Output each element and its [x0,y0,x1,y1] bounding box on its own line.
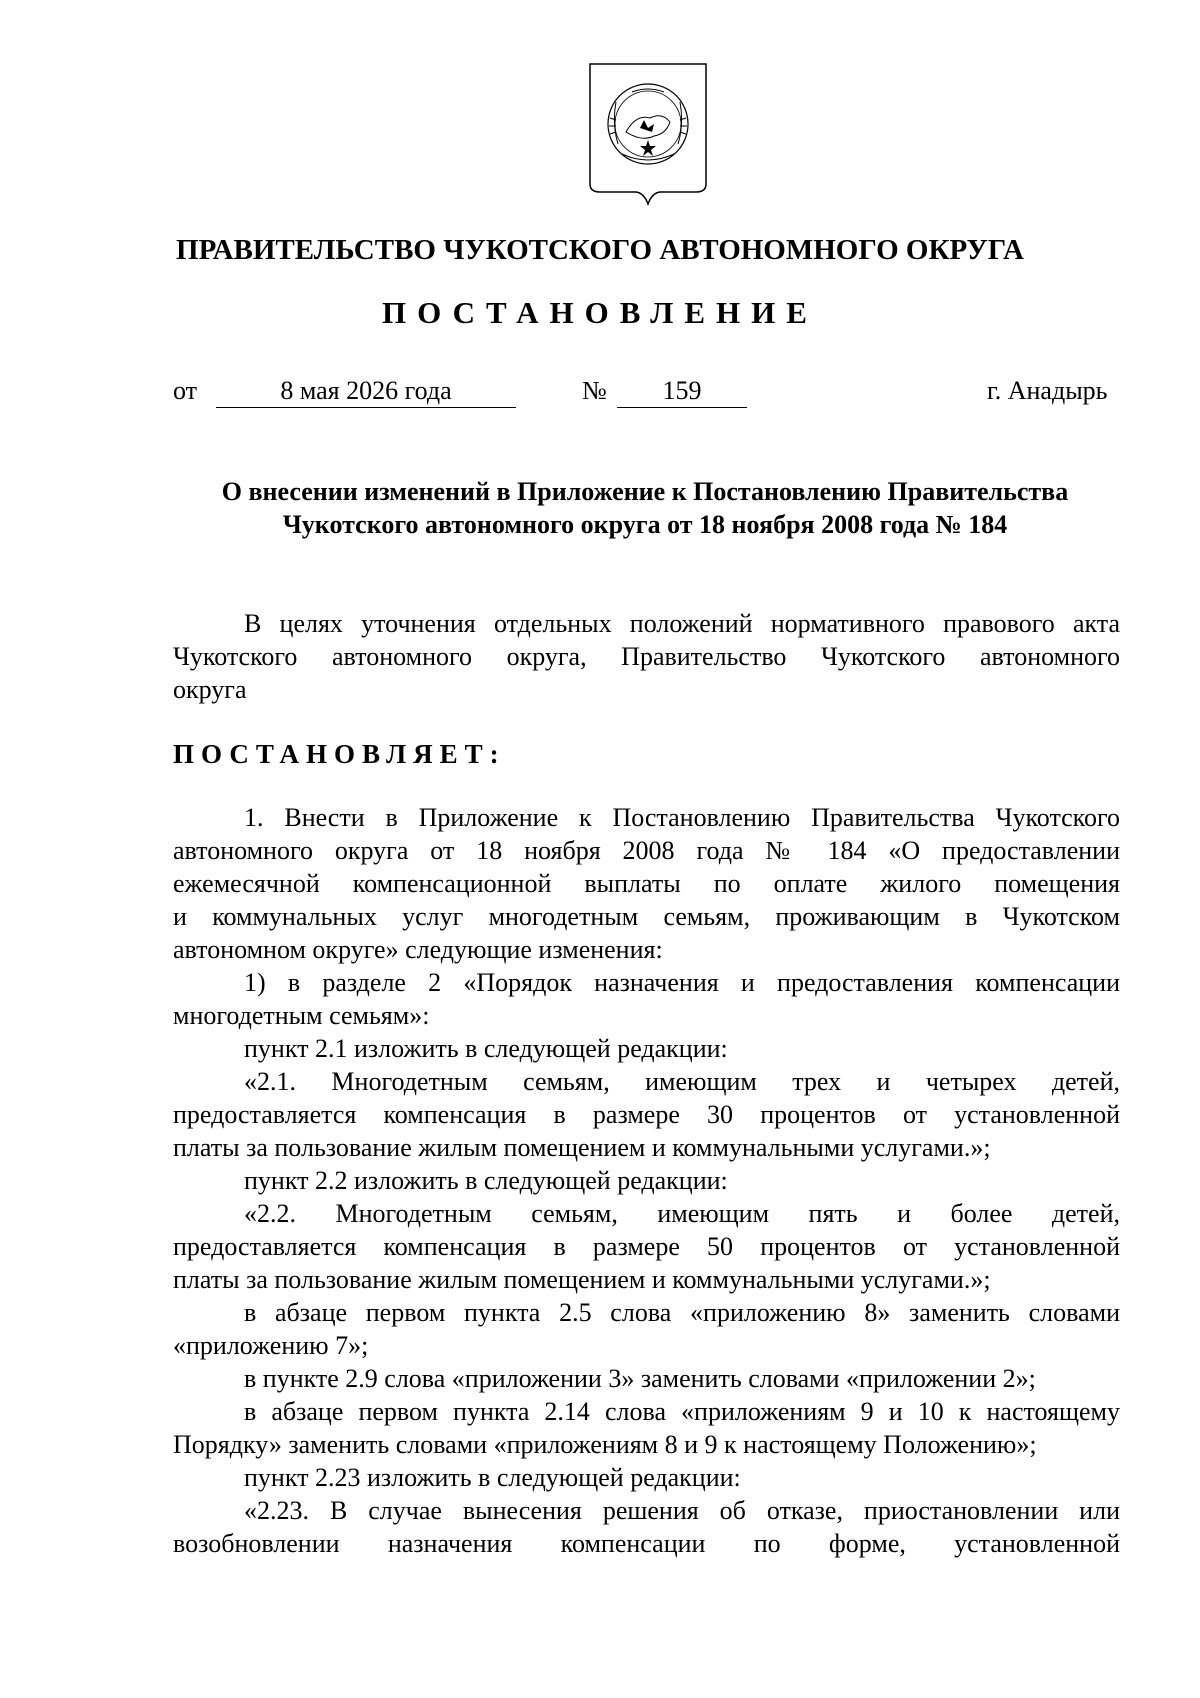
organization-name: ПРАВИТЕЛЬСТВО ЧУКОТСКОГО АВТОНОМНОГО ОКРУГА [176,234,1024,266]
city: г. Анадырь [987,376,1108,405]
coat-of-arms-icon [588,62,708,212]
body-line: пункт 2.1 изложить в следующей редакции: [244,1034,728,1063]
body-line: платы за пользование жилым помещением и коммунальными услугами.»; [173,1265,991,1294]
document-title [170,475,1120,541]
number-label: № [582,376,607,405]
body-line: многодетным семьям»: [173,1001,430,1030]
preamble-line: Чукотского автономного округа, Правительство Чукотского автономного [173,642,1120,671]
body-line: и коммунальных услуг многодетным семьям, проживающим в Чукотском [173,902,1120,931]
body-line: предоставляется компенсация в размере 30 процентов от установленной [173,1100,1120,1129]
body-line: Порядку» заменить словами «приложениям 8 и 9 к настоящему Положению»; [173,1430,1037,1459]
document-date: 8 мая 2026 года [280,376,452,405]
body-line: 1. Внести в Приложение к Постановлению Правительства Чукотского [244,803,1120,832]
body-line: возобновлении назначения компенсации по форме, установленной [173,1529,1120,1558]
body-line: в абзаце первом пункта 2.14 слова «приложениям 9 и 10 к настоящему [244,1397,1120,1426]
document-type: ПОСТАНОВЛЕНИЕ [382,295,818,330]
body-line: автономном округе» следующие изменения: [173,935,663,964]
body-line: в пункте 2.9 слова «приложении 3» заменить словами «приложении 2»; [244,1364,1036,1393]
document-number: 159 [662,376,702,405]
body-line: «2.1. Многодетным семьям, имеющим трех и четырех детей, [244,1067,1120,1096]
body-line: «2.2. Многодетным семьям, имеющим пять и более детей, [244,1199,1120,1228]
preamble [173,607,1120,706]
resolution-body [173,801,1120,1560]
body-line: 1) в разделе 2 «Порядок назначения и предоставления компенсации [244,968,1120,997]
body-line: «приложению 7»; [173,1331,369,1360]
body-line: ежемесячной компенсационной выплаты по оплате жилого помещения [173,869,1120,898]
preamble-line: В целях уточнения отдельных положений нормативного правового акта [244,609,1120,638]
title-line: Чукотского автономного округа от 18 ноября 2008 года № 184 [282,510,1008,539]
date-label: от [173,376,198,405]
title-line: О внесении изменений в Приложение к Постановлению Правительства [221,477,1069,506]
preamble-line: округа [173,675,247,704]
body-line: автономного округа от 18 ноября 2008 года № 184 «О предоставлении [173,836,1120,865]
body-line: пункт 2.2 изложить в следующей редакции: [244,1166,728,1195]
body-line: «2.23. В случае вынесения решения об отказе, приостановлении или [244,1496,1120,1525]
date-underline [216,407,516,408]
body-line: пункт 2.23 изложить в следующей редакции: [244,1463,741,1492]
body-line: платы за пользование жилым помещением и коммунальными услугами.»; [173,1133,991,1162]
body-line: предоставляется компенсация в размере 50 процентов от установленной [173,1232,1120,1261]
body-line: в абзаце первом пункта 2.5 слова «приложению 8» заменить словами [244,1298,1120,1327]
number-underline [617,407,747,408]
resolve-heading: ПОСТАНОВЛЯЕТ: [173,739,506,769]
